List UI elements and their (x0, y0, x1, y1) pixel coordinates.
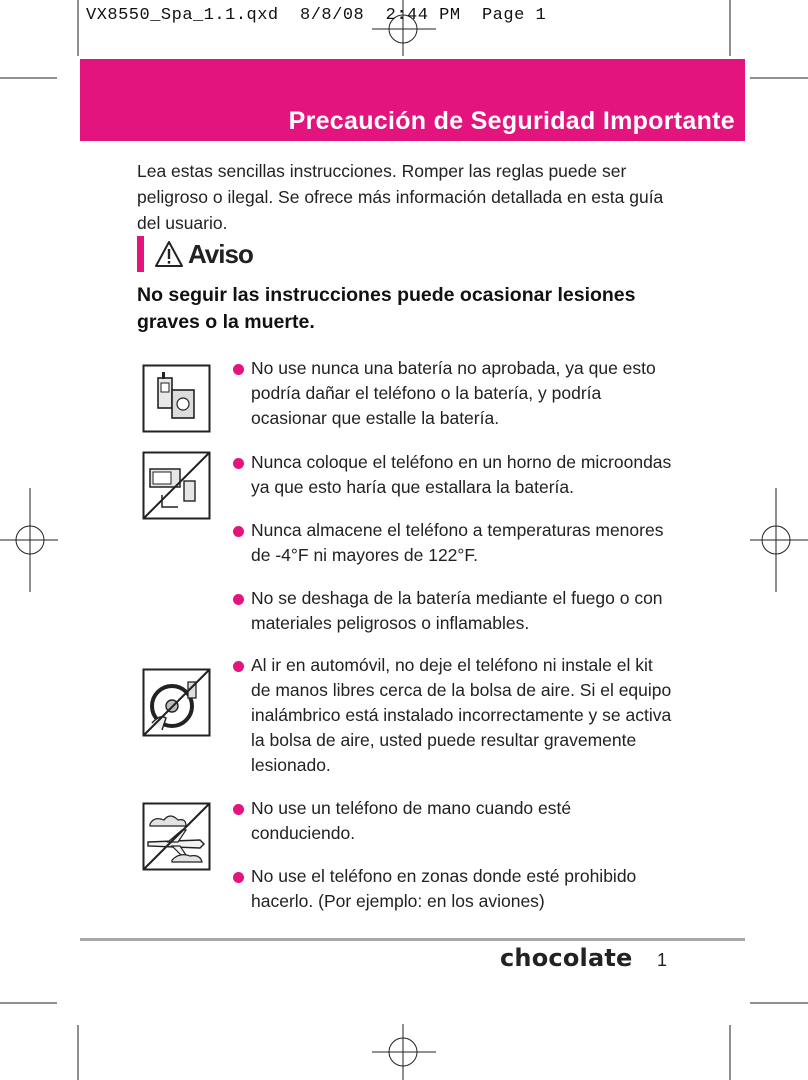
bullet-dot (233, 526, 244, 537)
bullet-dot (233, 872, 244, 883)
header-band (80, 59, 745, 141)
warning-label: Aviso (188, 238, 253, 269)
warning-triangle-icon (154, 240, 184, 268)
list-item-text: Nunca coloque el teléfono en un horno de microondas ya que esto haría que estallara la batería. (251, 452, 672, 497)
page-title: Precaución de Seguridad Importante (288, 107, 735, 135)
list-item (233, 450, 673, 500)
bullet-dot (233, 594, 244, 605)
battery-icon (142, 364, 211, 433)
bullet-dot (233, 804, 244, 815)
list-item (233, 864, 673, 914)
list-item-text: Al ir en automóvil, no deje el teléfono ni instale el kit de manos libres cerca de la bolsa de aire. Si el equipo inalámbrico está instalado incorrectamente y se activa la bolsa de aire, usted puede resultar gravemente lesionado. (251, 655, 672, 775)
list-item-text: No use el teléfono en zonas donde esté prohibido hacerlo. (Por ejemplo: en los aviones) (251, 866, 637, 911)
print-slug: VX8550_Spa_1.1.qxd 8/8/08 2:44 PM Page 1 (86, 6, 547, 25)
warning-accent-bar (137, 236, 144, 272)
no-microwave-icon (142, 451, 211, 520)
no-steering-wheel-icon (142, 668, 211, 737)
warning-heading (137, 236, 253, 272)
list-item-text: No se deshaga de la batería mediante el fuego o con materiales peligrosos o inflamables. (251, 588, 663, 633)
bullet-dot (233, 661, 244, 672)
list-item (233, 518, 673, 568)
list-item-text: Nunca almacene el teléfono a temperaturas menores de -4°F ni mayores de 122°F. (251, 520, 664, 565)
list-item (233, 586, 673, 636)
footer-rule (80, 938, 745, 941)
brand-logo: chocolate (500, 944, 633, 972)
intro-paragraph: Lea estas sencillas instrucciones. Romper las reglas puede ser peligroso o ilegal. Se ofrece más información detallada en esta guía del usuario. (137, 161, 664, 233)
list-item-text: No use nunca una batería no aprobada, ya que esto podría dañar el teléfono o la batería, y podría ocasionar que estalle la batería. (251, 358, 656, 428)
no-airplane-icon (142, 802, 211, 871)
bullet-dot (233, 458, 244, 469)
list-item-text: No use un teléfono de mano cuando esté conduciendo. (251, 798, 572, 843)
list-item (233, 356, 673, 431)
lead-warning: No seguir las instrucciones puede ocasionar lesiones graves o la muerte. (137, 284, 636, 333)
list-item (233, 796, 673, 846)
list-item (233, 653, 673, 778)
bullet-dot (233, 364, 244, 375)
page-number: 1 (657, 950, 668, 970)
